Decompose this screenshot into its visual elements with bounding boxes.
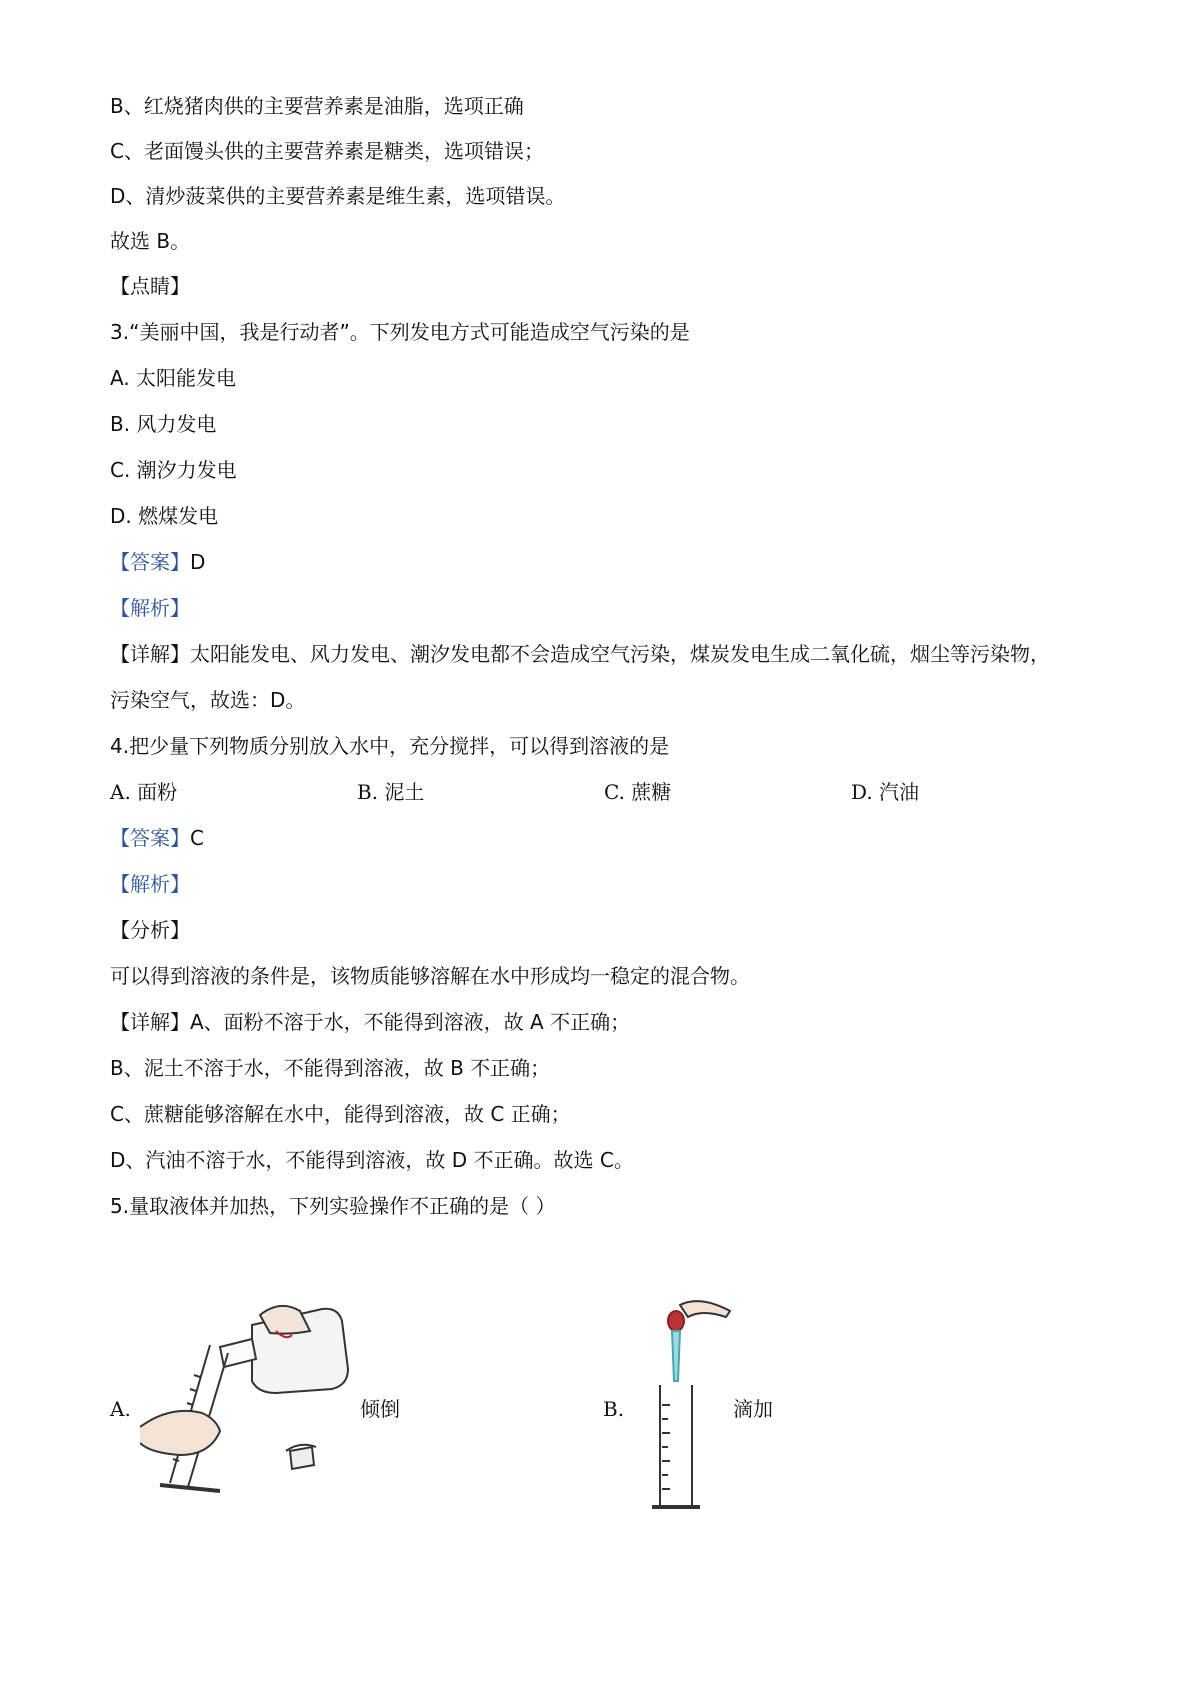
q3-option-a: A. 太阳能发电 — [110, 366, 237, 390]
q4-stem: 4.把少量下列物质分别放入水中，充分搅拌，可以得到溶液的是 — [110, 734, 670, 758]
q5-option-a-letter: A. — [110, 1397, 131, 1421]
q3-option-d: D. 燃煤发电 — [110, 504, 219, 528]
q4-option-a: A. 面粉 — [110, 780, 178, 804]
q5-stem: 5.量取液体并加热，下列实验操作不正确的是（ ） — [110, 1194, 556, 1218]
q3-detail-line2: 污染空气，故选：D。 — [110, 688, 306, 712]
explanation-d: D、清炒菠菜供的主要营养素是维生素，选项错误。 — [110, 184, 566, 208]
q4-detail-a: 【详解】A、面粉不溶于水，不能得到溶液，故 A 不正确； — [110, 1010, 631, 1034]
q3-answer-label: 【答案】 — [110, 550, 190, 574]
q3-detail-line1: 【详解】太阳能发电、风力发电、潮汐发电都不会造成空气污染，煤炭发电生成二氧化硫，烟尘等污染物， — [110, 642, 1050, 666]
pouring-illustration — [140, 1295, 350, 1500]
q3-option-c: C. 潮汐力发电 — [110, 458, 237, 482]
q3-option-b: B. 风力发电 — [110, 412, 217, 436]
q4-analysis-label: 【解析】 — [110, 872, 190, 896]
q3-analysis-label: 【解析】 — [110, 596, 190, 620]
explanation-c: C、老面馒头供的主要营养素是糖类，选项错误； — [110, 139, 544, 163]
pouring-liquid-icon — [140, 1295, 350, 1500]
q4-fenxi-text: 可以得到溶液的条件是，该物质能够溶解在水中形成均一稳定的混合物。 — [110, 964, 750, 988]
q3-answer-value: D — [190, 550, 206, 574]
q4-option-b: B. 泥土 — [357, 780, 425, 804]
q5-option-b-letter: B. — [603, 1397, 625, 1421]
q4-answer-value: C — [190, 826, 204, 850]
q4-detail-c: C、蔗糖能够溶解在水中，能得到溶液，故 C 正确； — [110, 1102, 571, 1126]
q4-detail-b: B、泥土不溶于水，不能得到溶液，故 B 不正确； — [110, 1056, 551, 1080]
dropper-cylinder-icon — [640, 1295, 740, 1520]
q4-option-d: D. 汽油 — [851, 780, 920, 804]
q4-answer — [110, 824, 204, 852]
dropper-illustration — [640, 1295, 740, 1520]
q4-answer-label: 【答案】 — [110, 826, 190, 850]
q5-option-b-caption: 滴加 — [733, 1397, 773, 1421]
q4-detail-d: D、汽油不溶于水，不能得到溶液，故 D 不正确。故选 C。 — [110, 1148, 634, 1172]
q3-answer — [110, 548, 205, 576]
q3-stem: 3.“美丽中国，我是行动者”。下列发电方式可能造成空气污染的是 — [110, 320, 690, 344]
q4-fenxi-label: 【分析】 — [110, 918, 190, 942]
comment-label: 【点睛】 — [110, 274, 190, 298]
explanation-choice: 故选 B。 — [110, 229, 191, 253]
q5-option-a-caption: 倾倒 — [360, 1397, 400, 1421]
q4-option-c: C. 蔗糖 — [604, 780, 672, 804]
explanation-b: B、红烧猪肉供的主要营养素是油脂，选项正确 — [110, 94, 524, 118]
